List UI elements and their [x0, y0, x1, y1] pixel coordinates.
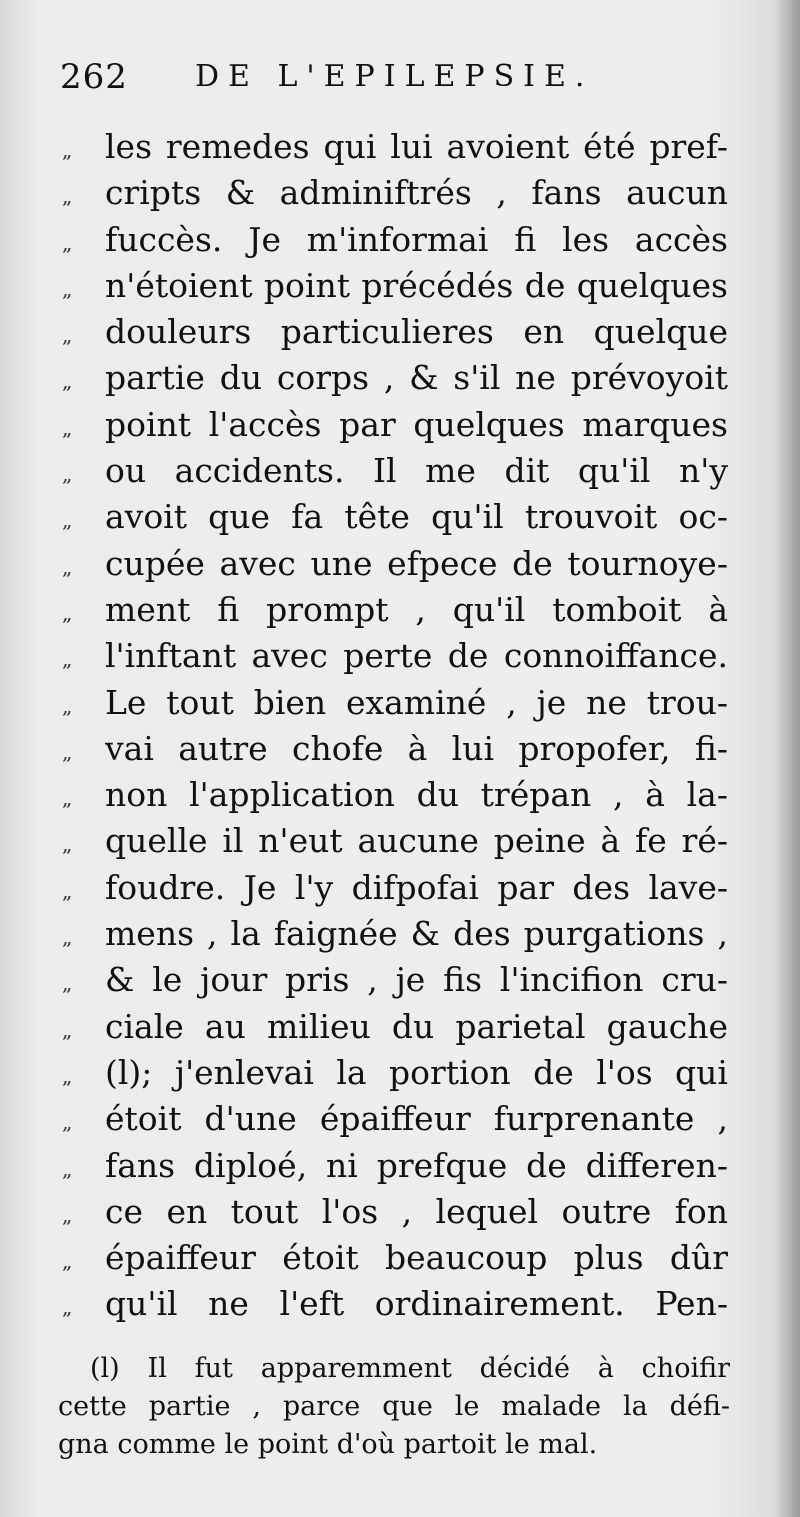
line-text: cripts & adminiftrés , fans aucun — [105, 173, 728, 213]
text-line — [40, 217, 740, 263]
line-text: ment fi prompt , qu'il tomboit à — [105, 589, 728, 629]
text-line — [40, 957, 740, 1003]
text-line — [40, 263, 740, 309]
quotation-marker: „ — [62, 832, 73, 857]
quotation-marker: „ — [62, 925, 73, 950]
text-line — [40, 818, 740, 864]
quotation-marker: „ — [62, 647, 73, 672]
line-text: n'étoient point précédés de quelques — [105, 265, 728, 305]
line-text: foudre. Je l'y difpofai par des lave- — [105, 867, 728, 907]
quotation-marker: „ — [62, 1110, 73, 1135]
text-line — [40, 633, 740, 679]
text-line — [40, 541, 740, 587]
quotation-marker: „ — [62, 554, 73, 579]
line-text: & le jour pris , je fis l'incifion cru- — [105, 960, 728, 1000]
text-line — [40, 309, 740, 355]
footnote-line: gna comme le point d'où partoit le mal. — [58, 1429, 598, 1460]
quotation-marker: „ — [62, 138, 73, 162]
quotation-marker: „ — [62, 693, 73, 718]
page-header — [60, 52, 740, 102]
line-text: non l'application du trépan , à la- — [105, 775, 728, 815]
line-text: quelle il n'eut aucune peine à fe ré- — [105, 821, 728, 861]
footnote-line: cette partie , parce que le malade la défi- — [58, 1391, 730, 1422]
running-title: DE L'EPILEPSIE. — [195, 59, 594, 94]
line-text: qu'il ne l'eft ordinairement. Pen- — [105, 1284, 728, 1324]
line-text: partie du corps , & s'il ne prévoyoit — [105, 358, 728, 398]
line-text: point l'accès par quelques marques — [105, 404, 728, 444]
text-line — [40, 494, 740, 540]
text-line — [40, 1281, 740, 1327]
quotation-marker: „ — [62, 600, 73, 625]
line-text: épaiffeur étoit beaucoup plus dûr — [105, 1238, 728, 1278]
text-line — [40, 1235, 740, 1281]
line-text: étoit d'une épaiffeur furprenante , — [105, 1099, 728, 1139]
quotation-marker: „ — [62, 462, 73, 487]
text-line — [40, 448, 740, 494]
page-number: 262 — [60, 57, 128, 97]
text-line — [40, 170, 740, 216]
body-text — [40, 124, 740, 1328]
line-text: mens , la faignée & des purgations , — [105, 914, 728, 954]
text-line — [40, 124, 740, 170]
quotation-marker: „ — [62, 786, 73, 811]
quotation-marker: „ — [62, 971, 73, 996]
quotation-marker: „ — [62, 276, 73, 301]
text-line — [40, 865, 740, 911]
line-text: fans diploé, ni prefque de differen- — [105, 1145, 728, 1185]
text-line — [40, 680, 740, 726]
page-edge-shadow — [776, 0, 800, 1517]
quotation-marker: „ — [62, 1063, 73, 1088]
text-line — [40, 1189, 740, 1235]
text-line — [40, 587, 740, 633]
text-line — [40, 911, 740, 957]
text-line — [40, 1004, 740, 1050]
quotation-marker: „ — [62, 1017, 73, 1042]
quotation-marker: „ — [62, 415, 73, 440]
quotation-marker: „ — [62, 1249, 73, 1274]
footnote-line: (l) Il fut apparemment décidé à choifir — [90, 1353, 730, 1384]
text-line — [40, 726, 740, 772]
quotation-marker: „ — [62, 508, 73, 533]
quotation-marker: „ — [62, 230, 73, 255]
quotation-marker: „ — [62, 323, 73, 348]
text-line — [40, 1096, 740, 1142]
line-text: les remedes qui lui avoient été pref- — [105, 127, 728, 166]
footnote — [58, 1350, 730, 1464]
quotation-marker: „ — [62, 184, 73, 209]
quotation-marker: „ — [62, 1295, 73, 1320]
text-line — [40, 355, 740, 401]
text-line — [40, 772, 740, 818]
line-text: fuccès. Je m'informai fi les accès — [105, 219, 728, 259]
quotation-marker: „ — [62, 739, 73, 764]
line-text: ciale au milieu du parietal gauche — [105, 1006, 728, 1046]
line-text: douleurs particulieres en quelque — [105, 312, 728, 352]
text-line — [40, 1143, 740, 1189]
line-text: Le tout bien examiné , je ne trou- — [105, 682, 728, 722]
line-text: (l); j'enlevai la portion de l'os qui — [105, 1052, 728, 1092]
text-line — [40, 402, 740, 448]
quotation-marker: „ — [62, 1156, 73, 1181]
quotation-marker: „ — [62, 1202, 73, 1227]
quotation-marker: „ — [62, 369, 73, 394]
line-text: ce en tout l'os , lequel outre fon — [105, 1191, 728, 1231]
line-text: l'inftant avec perte de connoiffance. — [105, 636, 728, 676]
line-text: vai autre chofe à lui propofer, fi- — [105, 728, 728, 768]
quotation-marker: „ — [62, 878, 73, 903]
text-line — [40, 1050, 740, 1096]
line-text: cupée avec une efpece de tournoye- — [105, 543, 728, 583]
line-text: ou accidents. Il me dit qu'il n'y — [105, 451, 728, 491]
line-text: avoit que fa tête qu'il trouvoit oc- — [105, 497, 728, 537]
